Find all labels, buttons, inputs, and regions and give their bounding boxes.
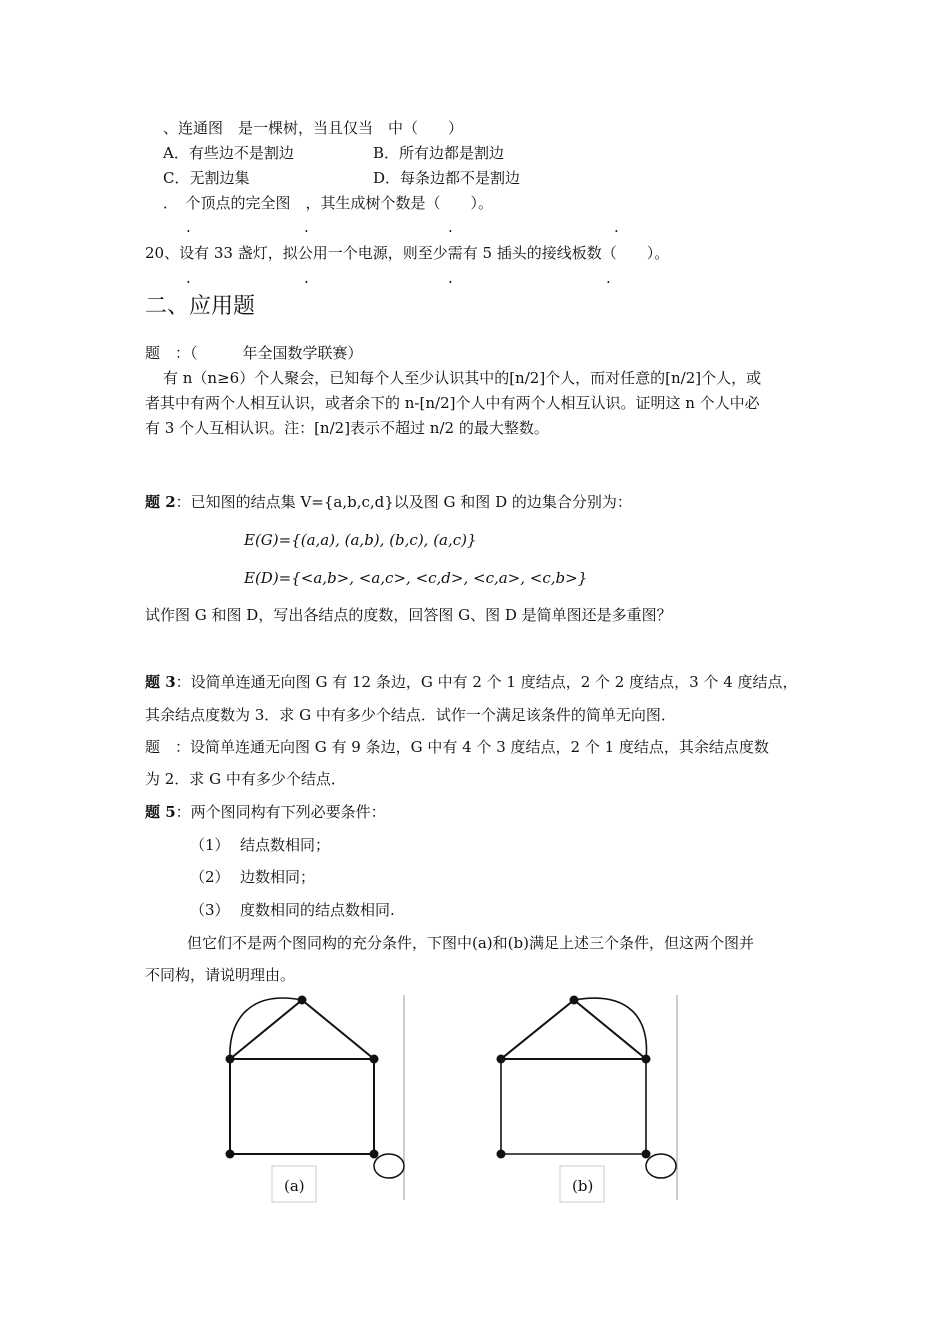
graph-b-vertex <box>642 1150 651 1159</box>
graph-a-vertex <box>226 1150 235 1159</box>
problem3-body: ：设简单连通无向图 G 有 12 条边，G 中有 2 个 1 度结点，2 个 2 度结点，3 个 4 度结点， <box>175 673 798 691</box>
section-title: 二、应用题 <box>145 294 256 319</box>
edge-set-d: E(D)={<a,b>, <a,c>, <c,d>, <c,a>, <c,b>} <box>244 569 588 587</box>
problem2-label: 题 2 <box>145 493 176 511</box>
condition-text: 度数相同的结点数相同. <box>240 901 395 919</box>
problem1-label: 题 ：（ 年全国数学联赛） <box>145 344 363 362</box>
q19-option-c: C．无割边集 <box>163 169 250 187</box>
condition-num: （3） <box>190 901 230 919</box>
problem1-line3: 有 3 个人互相认识。注：[n/2]表示不超过 n/2 的最大整数。 <box>145 419 549 437</box>
graph-a-vertex <box>370 1150 379 1159</box>
q19-option-a: A．有些边不是割边 <box>163 144 294 162</box>
problem5-line2: 不同构，请说明理由。 <box>145 966 296 984</box>
problem2-question: 试作图 G 和图 D，写出各结点的度数，回答图 G、图 D 是简单图还是多重图？ <box>145 606 672 624</box>
graph-b-loop <box>646 1154 676 1178</box>
option-marker: . <box>186 269 191 287</box>
problem4-line1: 题 ：设简单连通无向图 G 有 9 条边，G 中有 4 个 3 度结点，2 个 1 度结点，其余结点度数 <box>145 738 769 756</box>
condition-num: （1） <box>190 836 230 854</box>
option-marker: . <box>304 218 309 236</box>
problem3-line2: 其余结点度数为 3．求 G 中有多少个结点．试作一个满足该条件的简单无向图． <box>145 706 676 724</box>
graph-b-edge <box>501 1000 574 1059</box>
graph-a-edge <box>230 1000 302 1059</box>
problem5-label: 题 5 <box>145 803 176 821</box>
problem3-label: 题 3 <box>145 673 176 691</box>
problem5-body: ：两个图同构有下列必要条件： <box>175 803 386 821</box>
graph-a-vertex <box>226 1055 235 1064</box>
caption-a: (a) <box>284 1177 305 1195</box>
graph-a-vertex <box>298 996 307 1005</box>
caption-b: (b) <box>572 1177 594 1195</box>
graph-a <box>226 996 405 1203</box>
graph-b-vertex <box>497 1055 506 1064</box>
condition-text: 边数相同； <box>240 868 316 886</box>
problem4-line2: 为 2．求 G 中有多少个结点． <box>145 770 346 788</box>
q19-option-d: D．每条边都不是割边 <box>373 169 521 187</box>
problem1-line1: 有 n（n≥6）个人聚会，已知每个人至少认识其中的[n/2]个人，而对任意的[n/2]个人，或 <box>163 369 762 387</box>
graph-a-vertex <box>370 1055 379 1064</box>
option-marker: . <box>448 269 453 287</box>
problem2-body: ：已知图的结点集 V={a,b,c,d}以及图 G 和图 D 的边集合分别为： <box>175 493 632 511</box>
option-marker: . <box>606 269 611 287</box>
condition-text: 结点数相同； <box>240 836 331 854</box>
problem5-line1: 但它们不是两个图同构的充分条件，下图中(a)和(b)满足上述三个条件，但这两个图并 <box>187 934 754 952</box>
graph-b-vertex <box>570 996 579 1005</box>
graph-a-loop <box>374 1154 404 1178</box>
edge-set-g: E(G)={(a,a), (a,b), (b,c), (a,c)} <box>244 531 477 549</box>
option-marker: . <box>186 218 191 236</box>
q-spanning-tree-stem: ． 个顶点的完全图 ，其生成树个数是（ ）。 <box>163 194 494 212</box>
q20-stem: 20、设有 33 盏灯，拟公用一个电源，则至少需有 5 插头的接线板数（ ）。 <box>145 244 670 262</box>
graph-a-edge <box>302 1000 374 1059</box>
graph-b-vertex <box>642 1055 651 1064</box>
graph-b-edge <box>574 1000 646 1059</box>
option-marker: . <box>304 269 309 287</box>
q19-option-b: B．所有边都是割边 <box>373 144 505 162</box>
graph-b <box>497 996 677 1203</box>
graph-b-vertex <box>497 1150 506 1159</box>
q19-stem: 、连通图 是一棵树，当且仅当 中（ ） <box>163 119 464 137</box>
option-marker: . <box>448 218 453 236</box>
problem1-line2: 者其中有两个人相互认识，或者余下的 n-[n/2]个人中有两个人相互认识。证明这 n 个人中必 <box>145 394 760 412</box>
condition-num: （2） <box>190 868 230 886</box>
option-marker: . <box>614 218 619 236</box>
